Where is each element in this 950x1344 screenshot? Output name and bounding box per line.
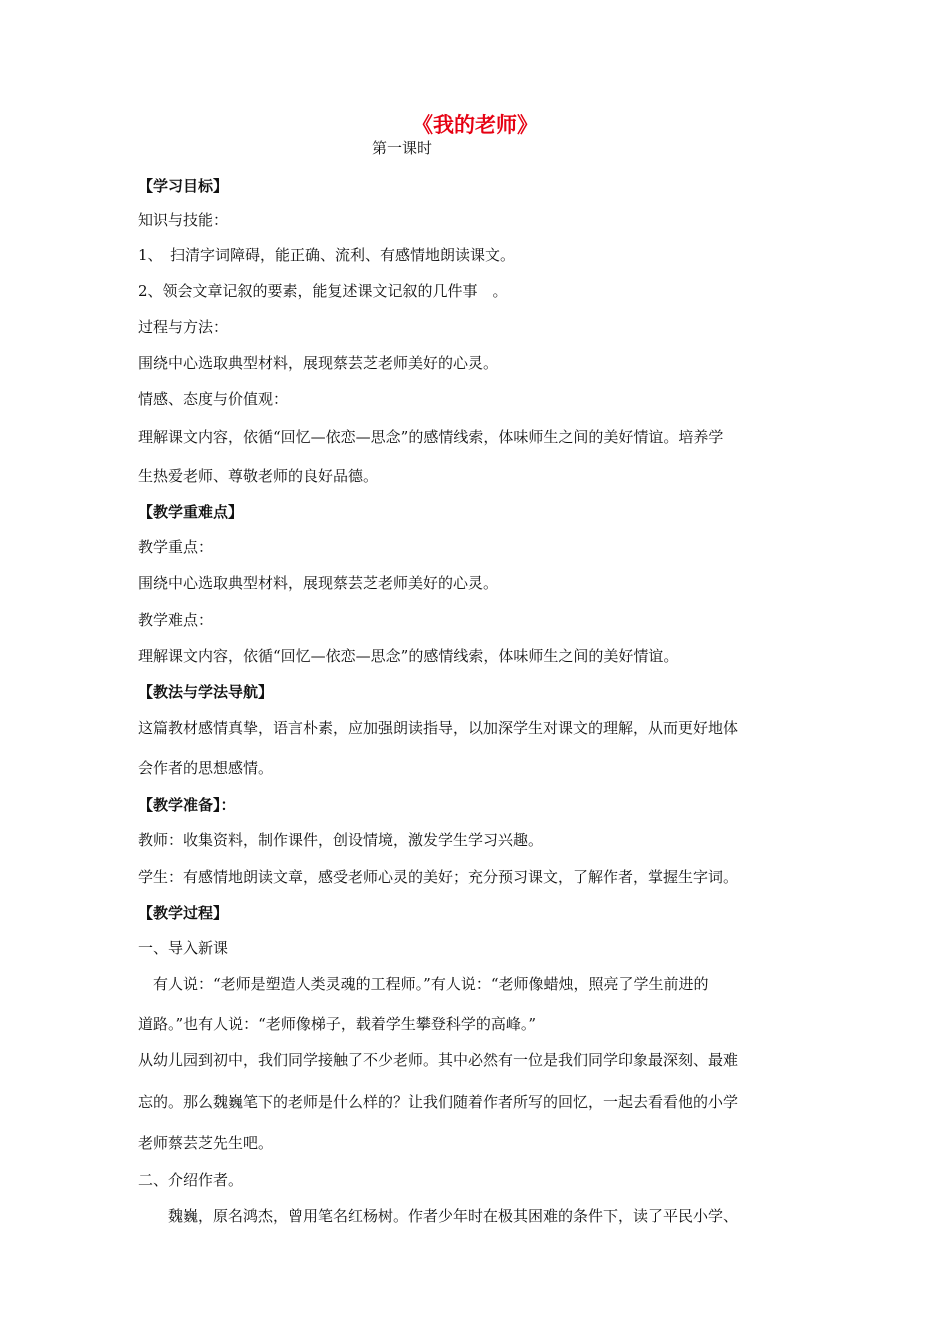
heading-learning-objectives: 【学习目标】	[138, 177, 229, 195]
heading-teaching-process: 【教学过程】	[138, 904, 229, 922]
text-line: 理解课文内容，依循“回忆—依恋—思念”的感情线索，体味师生之间的美好情谊。	[138, 647, 679, 665]
text-line: 学生：有感情地朗读文章，感受老师心灵的美好；充分预习课文，了解作者，掌握生字词。	[138, 868, 739, 886]
text-line: 情感、态度与价值观：	[138, 390, 289, 408]
text-line: 围绕中心选取典型材料，展现蔡芸芝老师美好的心灵。	[138, 574, 499, 592]
text-line: 道路。”也有人说：“老师像梯子，载着学生攀登科学的高峰。”	[138, 1015, 537, 1033]
text-line: 教学难点：	[138, 611, 214, 629]
text-line: 二、介绍作者。	[138, 1171, 244, 1189]
text-line: 一、导入新课	[138, 939, 229, 957]
heading-key-points: 【教学重难点】	[138, 503, 244, 521]
text-line: 有人说：“老师是塑造人类灵魂的工程师。”有人说：“老师像蜡烛，照亮了学生前进的	[138, 975, 709, 993]
text-line: 理解课文内容，依循“回忆—依恋—思念”的感情线索，体味师生之间的美好情谊。培养学	[138, 428, 724, 446]
document-subtitle: 第一课时	[372, 139, 433, 157]
text-line: 生热爱老师、尊敬老师的良好品德。	[138, 467, 379, 485]
text-line: 围绕中心选取典型材料，展现蔡芸芝老师美好的心灵。	[138, 354, 499, 372]
heading-preparation: 【教学准备】：	[138, 796, 236, 814]
text-line: 2、领会文章记叙的要素，能复述课文记叙的几件事 。	[138, 282, 508, 300]
text-line: 忘的。那么魏巍笔下的老师是什么样的？让我们随着作者所写的回忆，一起去看看他的小学	[138, 1093, 739, 1111]
text-line: 从幼儿园到初中，我们同学接触了不少老师。其中必然有一位是我们同学印象最深刻、最难	[138, 1051, 739, 1069]
text-line: 魏巍，原名鸿杰，曾用笔名红杨树。作者少年时在极其困难的条件下，读了平民小学、	[138, 1207, 739, 1225]
text-line: 教学重点：	[138, 538, 214, 556]
text-line: 会作者的思想感情。	[138, 759, 274, 777]
document-title: 《我的老师》	[412, 113, 538, 137]
text-line: 过程与方法：	[138, 318, 229, 336]
text-line: 教师：收集资料，制作课件，创设情境，激发学生学习兴趣。	[138, 831, 544, 849]
text-line: 这篇教材感情真挚，语言朴素，应加强朗读指导，以加深学生对课文的理解，从而更好地体	[138, 719, 739, 737]
heading-teaching-methods: 【教法与学法导航】	[138, 683, 274, 701]
text-line: 1、 扫清字词障碍，能正确、流利、有感情地朗读课文。	[138, 246, 516, 264]
text-line: 老师蔡芸芝先生吧。	[138, 1134, 274, 1152]
text-line: 知识与技能：	[138, 211, 229, 229]
